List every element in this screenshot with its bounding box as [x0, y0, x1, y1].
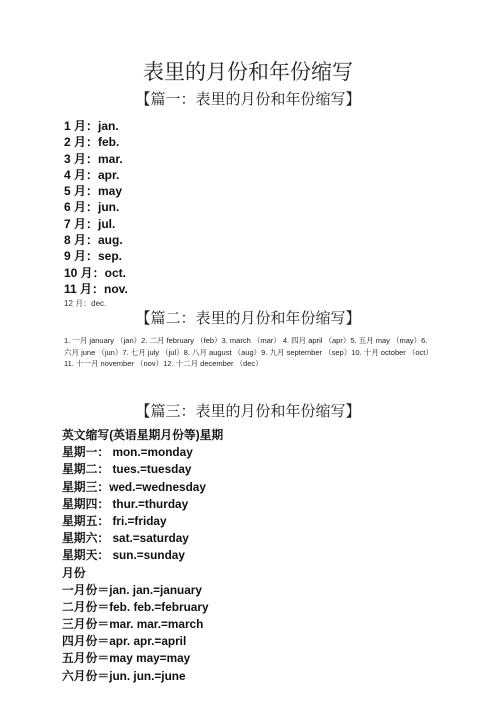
month-paragraph: 1. 一月 january （jan）2. 二月 february （feb）3. march （mar） 4. 四月 april （apr）5. 五月 may （may）6. 六月 june （jun）7. 七月 july （jul）8. 八月 august （aug）9. 九月 september （sep）10. 十月 october （oct） 11. 十一月 november （nov）12. 十二月 december （dec） [64, 336, 433, 368]
list-item: 5 月：may [64, 184, 123, 199]
list-item: 星期六： sat.=saturday [62, 531, 189, 546]
list-item: 10 月：oct. [64, 265, 127, 280]
list-item: 一月份＝jan. jan.=january [62, 582, 202, 597]
list-item: 星期一： mon.=monday [62, 445, 193, 460]
section-heading-3: 【篇三：表里的月份和年份缩写】 [135, 402, 361, 420]
list-item: 11 月：nov. [64, 281, 128, 296]
list-item: 月份 [62, 565, 86, 580]
list-item: 3 月：mar. [64, 151, 123, 166]
list-item: 12 月：dec. [64, 299, 107, 309]
list-item: 8 月：aug. [64, 233, 123, 248]
list-item: 星期五： fri.=friday [62, 513, 167, 528]
list-item: 9 月：sep. [64, 249, 123, 264]
weekday-month-list [62, 427, 223, 685]
list-item: 英文缩写(英语星期月份等)星期 [62, 428, 224, 442]
list-item: 星期二： tues.=tuesday [62, 462, 192, 477]
document-title: 表里的月份和年份缩写 [143, 60, 353, 84]
list-item: 星期天： sun.=sunday [62, 548, 185, 563]
list-item: 五月份＝may may=may [62, 651, 191, 666]
month-abbreviation-list [64, 118, 128, 311]
section-heading-1: 【篇一：表里的月份和年份缩写】 [135, 90, 361, 108]
list-item: 2 月：feb. [64, 135, 120, 150]
list-item: 三月份＝mar. mar.=march [62, 617, 204, 632]
list-item: 4 月：apr. [64, 167, 120, 182]
section-heading-2: 【篇二：表里的月份和年份缩写】 [135, 309, 361, 327]
list-item: 星期四： thur.=thurday [62, 496, 189, 511]
list-item: 6 月：jun. [64, 200, 120, 215]
list-item: 四月份＝apr. apr.=april [62, 634, 187, 649]
list-item: 星期三：wed.=wednesday [62, 479, 206, 494]
list-item: 六月份＝jun. jun.=june [62, 668, 186, 683]
list-item: 二月份＝feb. feb.=february [62, 599, 209, 614]
list-item: 1 月：jan. [64, 119, 119, 133]
list-item: 7 月：jul. [64, 216, 116, 231]
